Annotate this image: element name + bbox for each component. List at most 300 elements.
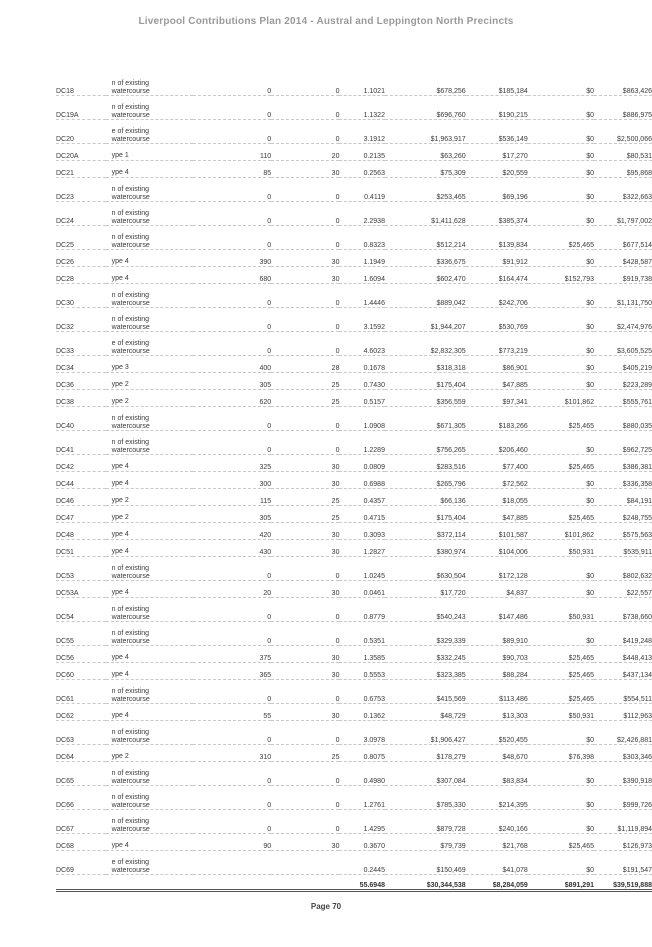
row-description bbox=[106, 704, 193, 721]
row-width: 30 bbox=[271, 267, 339, 284]
row-length: 420 bbox=[193, 523, 272, 540]
row-total: $962,725 bbox=[594, 431, 652, 455]
row-description bbox=[106, 178, 193, 202]
row-length: 390 bbox=[193, 250, 272, 267]
row-description bbox=[106, 96, 193, 120]
row-code: DC38 bbox=[56, 390, 106, 407]
row-description bbox=[106, 523, 193, 540]
row-width: 25 bbox=[271, 489, 339, 506]
row-land: $25,465 bbox=[528, 646, 594, 663]
row-width: 30 bbox=[271, 581, 339, 598]
row-allowance: $183,266 bbox=[466, 407, 528, 431]
row-code: DC47 bbox=[56, 506, 106, 523]
row-land: $0 bbox=[528, 250, 594, 267]
total-cost: $30,344,538 bbox=[385, 875, 466, 891]
row-factor: 0.8323 bbox=[339, 226, 385, 250]
row-description bbox=[106, 202, 193, 226]
row-length: 0 bbox=[193, 598, 272, 622]
row-factor: 1.4446 bbox=[339, 284, 385, 308]
row-allowance: $90,703 bbox=[466, 646, 528, 663]
row-length: 375 bbox=[193, 646, 272, 663]
description-line: ype 4 bbox=[111, 531, 129, 538]
row-width: 20 bbox=[271, 144, 339, 161]
row-factor: 0.4715 bbox=[339, 506, 385, 523]
description-line: ype 4 bbox=[111, 842, 129, 849]
row-factor: 1.1949 bbox=[339, 250, 385, 267]
row-cost: $63,260 bbox=[385, 144, 466, 161]
row-allowance: $83,834 bbox=[466, 762, 528, 786]
row-allowance: $48,670 bbox=[466, 745, 528, 762]
row-land: $50,931 bbox=[528, 598, 594, 622]
grand-total: $39,519,888 bbox=[594, 875, 652, 891]
row-allowance: $89,910 bbox=[466, 622, 528, 646]
row-allowance: $97,341 bbox=[466, 390, 528, 407]
row-total: $248,755 bbox=[594, 506, 652, 523]
description-line: ype 4 bbox=[111, 258, 129, 265]
total-allowance: $8,284,059 bbox=[466, 875, 528, 891]
row-code: DC53A bbox=[56, 581, 106, 598]
row-code: DC19A bbox=[56, 96, 106, 120]
row-width: 25 bbox=[271, 506, 339, 523]
row-length: 620 bbox=[193, 390, 272, 407]
row-description bbox=[106, 332, 193, 356]
row-cost: $671,305 bbox=[385, 407, 466, 431]
description-line: watercourse bbox=[111, 88, 150, 95]
table-row bbox=[56, 622, 652, 646]
row-length: 0 bbox=[193, 284, 272, 308]
row-factor: 0.2445 bbox=[339, 851, 385, 875]
row-land: $0 bbox=[528, 810, 594, 834]
row-total: $575,563 bbox=[594, 523, 652, 540]
row-factor: 4.6023 bbox=[339, 332, 385, 356]
row-description bbox=[106, 506, 193, 523]
description-line: ype 2 bbox=[111, 381, 129, 388]
row-allowance: $41,078 bbox=[466, 851, 528, 875]
row-factor: 1.2761 bbox=[339, 786, 385, 810]
contributions-table-container bbox=[56, 72, 652, 892]
row-total: $999,726 bbox=[594, 786, 652, 810]
description-line: n of existing bbox=[111, 818, 150, 825]
row-length: 0 bbox=[193, 96, 272, 120]
row-length bbox=[193, 851, 272, 875]
row-factor: 1.1021 bbox=[339, 72, 385, 96]
table-row bbox=[56, 96, 652, 120]
table-row bbox=[56, 431, 652, 455]
description-line: n of existing bbox=[111, 80, 150, 87]
row-width: 0 bbox=[271, 96, 339, 120]
row-length: 0 bbox=[193, 407, 272, 431]
row-land: $50,931 bbox=[528, 540, 594, 557]
row-factor: 0.7430 bbox=[339, 373, 385, 390]
row-land: $0 bbox=[528, 308, 594, 332]
row-length: 115 bbox=[193, 489, 272, 506]
row-description bbox=[106, 390, 193, 407]
row-code: DC69 bbox=[56, 851, 106, 875]
row-description bbox=[106, 762, 193, 786]
row-description bbox=[106, 284, 193, 308]
description-line: n of existing bbox=[111, 104, 150, 111]
row-total: $80,531 bbox=[594, 144, 652, 161]
row-total: $386,381 bbox=[594, 455, 652, 472]
row-width: 30 bbox=[271, 834, 339, 851]
row-description bbox=[106, 786, 193, 810]
row-width: 0 bbox=[271, 762, 339, 786]
description-line: watercourse bbox=[111, 447, 150, 454]
row-width: 30 bbox=[271, 540, 339, 557]
row-width: 0 bbox=[271, 598, 339, 622]
row-land: $0 bbox=[528, 120, 594, 144]
row-code: DC46 bbox=[56, 489, 106, 506]
row-total: $191,547 bbox=[594, 851, 652, 875]
row-length: 0 bbox=[193, 72, 272, 96]
row-length: 305 bbox=[193, 373, 272, 390]
totals-spacer bbox=[106, 875, 193, 891]
row-land: $0 bbox=[528, 332, 594, 356]
totals-row bbox=[56, 875, 652, 891]
row-length: 0 bbox=[193, 680, 272, 704]
description-line: ype 4 bbox=[111, 275, 129, 282]
row-total: $535,911 bbox=[594, 540, 652, 557]
row-width: 0 bbox=[271, 407, 339, 431]
row-description bbox=[106, 373, 193, 390]
description-line: ype 4 bbox=[111, 169, 129, 176]
row-land: $0 bbox=[528, 581, 594, 598]
table-row bbox=[56, 284, 652, 308]
row-cost: $75,309 bbox=[385, 161, 466, 178]
table-row bbox=[56, 390, 652, 407]
row-allowance: $520,455 bbox=[466, 721, 528, 745]
row-allowance: $190,215 bbox=[466, 96, 528, 120]
description-line: watercourse bbox=[111, 423, 150, 430]
table-row bbox=[56, 332, 652, 356]
table-body bbox=[56, 72, 652, 875]
row-allowance: $536,149 bbox=[466, 120, 528, 144]
row-total: $419,248 bbox=[594, 622, 652, 646]
row-cost: $512,214 bbox=[385, 226, 466, 250]
row-description bbox=[106, 581, 193, 598]
row-cost: $756,265 bbox=[385, 431, 466, 455]
description-line: watercourse bbox=[111, 242, 150, 249]
table-row bbox=[56, 540, 652, 557]
row-factor: 0.6988 bbox=[339, 472, 385, 489]
row-land: $0 bbox=[528, 144, 594, 161]
table-row bbox=[56, 226, 652, 250]
total-land: $891,291 bbox=[528, 875, 594, 891]
table-row bbox=[56, 704, 652, 721]
row-cost: $889,042 bbox=[385, 284, 466, 308]
table-row bbox=[56, 455, 652, 472]
description-line: watercourse bbox=[111, 194, 150, 201]
row-code: DC25 bbox=[56, 226, 106, 250]
description-line: n of existing bbox=[111, 316, 150, 323]
row-width: 0 bbox=[271, 178, 339, 202]
row-total: $802,632 bbox=[594, 557, 652, 581]
row-description bbox=[106, 407, 193, 431]
row-cost: $79,739 bbox=[385, 834, 466, 851]
row-total: $223,289 bbox=[594, 373, 652, 390]
row-factor: 0.4357 bbox=[339, 489, 385, 506]
row-length: 680 bbox=[193, 267, 272, 284]
row-total: $112,963 bbox=[594, 704, 652, 721]
row-description bbox=[106, 810, 193, 834]
row-land: $0 bbox=[528, 161, 594, 178]
row-width: 0 bbox=[271, 786, 339, 810]
row-cost: $630,504 bbox=[385, 557, 466, 581]
row-allowance: $69,196 bbox=[466, 178, 528, 202]
description-line: ype 4 bbox=[111, 480, 129, 487]
row-description bbox=[106, 721, 193, 745]
row-description bbox=[106, 557, 193, 581]
row-description bbox=[106, 745, 193, 762]
row-total: $448,413 bbox=[594, 646, 652, 663]
description-line: watercourse bbox=[111, 300, 150, 307]
row-total: $336,358 bbox=[594, 472, 652, 489]
row-cost: $253,465 bbox=[385, 178, 466, 202]
row-total: $738,660 bbox=[594, 598, 652, 622]
row-allowance: $88,284 bbox=[466, 663, 528, 680]
row-cost: $2,832,305 bbox=[385, 332, 466, 356]
row-factor: 1.0908 bbox=[339, 407, 385, 431]
row-description bbox=[106, 120, 193, 144]
table-row bbox=[56, 202, 652, 226]
description-line: ype 4 bbox=[111, 712, 129, 719]
row-description bbox=[106, 226, 193, 250]
row-length: 0 bbox=[193, 332, 272, 356]
row-cost: $283,516 bbox=[385, 455, 466, 472]
table-row bbox=[56, 721, 652, 745]
row-total: $390,918 bbox=[594, 762, 652, 786]
row-land: $0 bbox=[528, 851, 594, 875]
row-land: $0 bbox=[528, 356, 594, 373]
row-cost: $356,559 bbox=[385, 390, 466, 407]
row-land: $101,862 bbox=[528, 390, 594, 407]
row-code: DC66 bbox=[56, 786, 106, 810]
row-factor: 3.1912 bbox=[339, 120, 385, 144]
row-code: DC36 bbox=[56, 373, 106, 390]
row-cost: $372,114 bbox=[385, 523, 466, 540]
row-code: DC32 bbox=[56, 308, 106, 332]
row-length: 325 bbox=[193, 455, 272, 472]
description-line: watercourse bbox=[111, 826, 150, 833]
row-total: $1,797,002 bbox=[594, 202, 652, 226]
table-row bbox=[56, 506, 652, 523]
description-line: e of existing bbox=[111, 340, 150, 347]
row-land: $25,465 bbox=[528, 680, 594, 704]
row-allowance: $530,769 bbox=[466, 308, 528, 332]
row-total: $126,973 bbox=[594, 834, 652, 851]
row-land: $25,465 bbox=[528, 834, 594, 851]
row-allowance: $86,901 bbox=[466, 356, 528, 373]
row-width: 0 bbox=[271, 431, 339, 455]
table-row bbox=[56, 120, 652, 144]
row-land: $0 bbox=[528, 557, 594, 581]
row-land: $25,465 bbox=[528, 663, 594, 680]
row-cost: $678,256 bbox=[385, 72, 466, 96]
row-description bbox=[106, 851, 193, 875]
row-code: DC63 bbox=[56, 721, 106, 745]
row-factor: 0.5553 bbox=[339, 663, 385, 680]
row-width: 30 bbox=[271, 455, 339, 472]
row-allowance: $172,128 bbox=[466, 557, 528, 581]
row-description bbox=[106, 144, 193, 161]
row-allowance: $101,587 bbox=[466, 523, 528, 540]
table-row bbox=[56, 144, 652, 161]
row-description bbox=[106, 72, 193, 96]
row-factor: 0.1362 bbox=[339, 704, 385, 721]
description-line: n of existing bbox=[111, 606, 150, 613]
row-code: DC48 bbox=[56, 523, 106, 540]
row-cost: $265,796 bbox=[385, 472, 466, 489]
row-total: $95,868 bbox=[594, 161, 652, 178]
row-code: DC68 bbox=[56, 834, 106, 851]
row-land: $0 bbox=[528, 96, 594, 120]
row-code: DC30 bbox=[56, 284, 106, 308]
row-factor: 0.5351 bbox=[339, 622, 385, 646]
row-factor: 1.1322 bbox=[339, 96, 385, 120]
row-cost: $540,243 bbox=[385, 598, 466, 622]
row-factor: 2.2938 bbox=[339, 202, 385, 226]
row-description bbox=[106, 598, 193, 622]
row-allowance: $72,562 bbox=[466, 472, 528, 489]
row-cost: $332,245 bbox=[385, 646, 466, 663]
row-cost: $1,906,427 bbox=[385, 721, 466, 745]
row-factor: 0.5157 bbox=[339, 390, 385, 407]
description-line: n of existing bbox=[111, 439, 150, 446]
description-line: watercourse bbox=[111, 638, 150, 645]
row-factor: 0.0461 bbox=[339, 581, 385, 598]
row-cost: $175,404 bbox=[385, 373, 466, 390]
row-code: DC21 bbox=[56, 161, 106, 178]
description-line: n of existing bbox=[111, 688, 150, 695]
row-length: 110 bbox=[193, 144, 272, 161]
row-code: DC26 bbox=[56, 250, 106, 267]
row-land: $0 bbox=[528, 373, 594, 390]
row-width: 0 bbox=[271, 810, 339, 834]
row-factor: 0.1678 bbox=[339, 356, 385, 373]
row-allowance: $164,474 bbox=[466, 267, 528, 284]
row-total: $428,587 bbox=[594, 250, 652, 267]
row-factor: 1.6094 bbox=[339, 267, 385, 284]
row-code: DC56 bbox=[56, 646, 106, 663]
row-code: DC55 bbox=[56, 622, 106, 646]
row-length: 310 bbox=[193, 745, 272, 762]
row-length: 0 bbox=[193, 431, 272, 455]
description-line: ype 4 bbox=[111, 463, 129, 470]
row-land: $0 bbox=[528, 72, 594, 96]
row-land: $0 bbox=[528, 284, 594, 308]
description-line: n of existing bbox=[111, 565, 150, 572]
row-code: DC33 bbox=[56, 332, 106, 356]
row-land: $0 bbox=[528, 762, 594, 786]
row-land: $152,793 bbox=[528, 267, 594, 284]
row-description bbox=[106, 356, 193, 373]
description-line: ype 4 bbox=[111, 671, 129, 678]
description-line: ype 4 bbox=[111, 654, 129, 661]
row-total: $919,738 bbox=[594, 267, 652, 284]
row-code: DC62 bbox=[56, 704, 106, 721]
row-factor: 0.3093 bbox=[339, 523, 385, 540]
row-code: DC67 bbox=[56, 810, 106, 834]
row-cost: $17,720 bbox=[385, 581, 466, 598]
row-length: 0 bbox=[193, 308, 272, 332]
description-line: n of existing bbox=[111, 415, 150, 422]
row-width: 0 bbox=[271, 226, 339, 250]
row-description bbox=[106, 455, 193, 472]
table-row bbox=[56, 72, 652, 96]
row-code: DC20A bbox=[56, 144, 106, 161]
table-row bbox=[56, 557, 652, 581]
row-length: 0 bbox=[193, 557, 272, 581]
row-factor: 0.4119 bbox=[339, 178, 385, 202]
table-row bbox=[56, 834, 652, 851]
row-land: $50,931 bbox=[528, 704, 594, 721]
row-total: $677,514 bbox=[594, 226, 652, 250]
row-factor: 0.4980 bbox=[339, 762, 385, 786]
table-row bbox=[56, 646, 652, 663]
row-length: 0 bbox=[193, 786, 272, 810]
row-width: 30 bbox=[271, 663, 339, 680]
table-row bbox=[56, 598, 652, 622]
row-cost: $415,569 bbox=[385, 680, 466, 704]
row-cost: $336,675 bbox=[385, 250, 466, 267]
row-land: $0 bbox=[528, 721, 594, 745]
table-row bbox=[56, 581, 652, 598]
row-code: DC64 bbox=[56, 745, 106, 762]
row-code: DC34 bbox=[56, 356, 106, 373]
table-row bbox=[56, 489, 652, 506]
row-total: $322,663 bbox=[594, 178, 652, 202]
row-length: 0 bbox=[193, 810, 272, 834]
row-length: 0 bbox=[193, 226, 272, 250]
row-length: 0 bbox=[193, 120, 272, 144]
table-row bbox=[56, 161, 652, 178]
row-total: $3,605,525 bbox=[594, 332, 652, 356]
description-line: watercourse bbox=[111, 696, 150, 703]
row-factor: 1.4295 bbox=[339, 810, 385, 834]
row-width: 0 bbox=[271, 120, 339, 144]
description-line: n of existing bbox=[111, 186, 150, 193]
row-land: $0 bbox=[528, 786, 594, 810]
row-description bbox=[106, 622, 193, 646]
row-length: 0 bbox=[193, 202, 272, 226]
description-line: watercourse bbox=[111, 348, 150, 355]
row-cost: $879,728 bbox=[385, 810, 466, 834]
row-width: 30 bbox=[271, 161, 339, 178]
row-code: DC20 bbox=[56, 120, 106, 144]
row-width: 0 bbox=[271, 557, 339, 581]
description-line: watercourse bbox=[111, 573, 150, 580]
row-code: DC61 bbox=[56, 680, 106, 704]
row-factor: 1.3585 bbox=[339, 646, 385, 663]
row-width: 30 bbox=[271, 523, 339, 540]
row-allowance: $139,834 bbox=[466, 226, 528, 250]
row-allowance: $13,303 bbox=[466, 704, 528, 721]
row-width: 0 bbox=[271, 332, 339, 356]
total-factor: 55.6948 bbox=[339, 875, 385, 891]
row-allowance: $240,166 bbox=[466, 810, 528, 834]
row-allowance: $242,706 bbox=[466, 284, 528, 308]
row-description bbox=[106, 680, 193, 704]
row-width: 25 bbox=[271, 390, 339, 407]
row-factor: 0.2563 bbox=[339, 161, 385, 178]
row-land: $101,862 bbox=[528, 523, 594, 540]
description-line: e of existing bbox=[111, 128, 150, 135]
row-width bbox=[271, 851, 339, 875]
row-code: DC28 bbox=[56, 267, 106, 284]
row-factor: 1.2289 bbox=[339, 431, 385, 455]
table-row bbox=[56, 680, 652, 704]
row-factor: 0.8075 bbox=[339, 745, 385, 762]
